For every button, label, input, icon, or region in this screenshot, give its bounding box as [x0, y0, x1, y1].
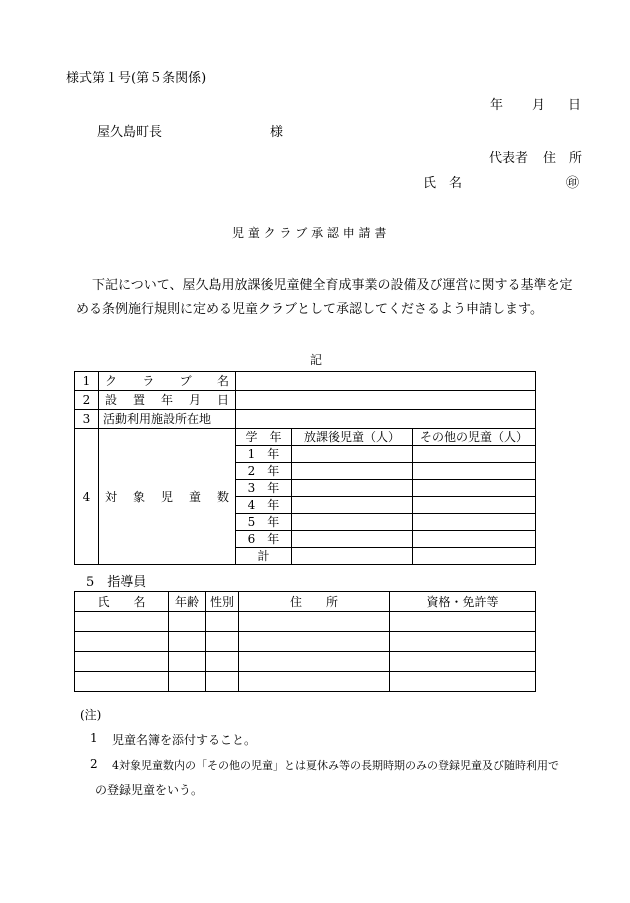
note-1-text: 児童名簿を添付すること。 [112, 733, 257, 747]
license-cell[interactable] [390, 652, 536, 672]
header-address: 住 所 [239, 592, 390, 612]
grade-label: 1 年 [236, 446, 292, 463]
row-number: 3 [75, 410, 99, 429]
other-count-field[interactable] [413, 446, 536, 463]
other-total-field[interactable] [413, 548, 536, 565]
name-cell[interactable] [75, 672, 169, 692]
grade-label: 2 年 [236, 463, 292, 480]
age-cell[interactable] [169, 672, 206, 692]
name-cell[interactable] [75, 612, 169, 632]
sex-cell[interactable] [206, 652, 239, 672]
row-label-club-name: ク ラ ブ 名 [99, 372, 236, 391]
houkago-header: 放課後児童（人） [292, 429, 413, 446]
address-cell[interactable] [239, 652, 390, 672]
license-cell[interactable] [390, 672, 536, 692]
name-label: 氏 名 [423, 176, 463, 191]
address-cell[interactable] [239, 632, 390, 652]
page-title: 児 童 ク ラ ブ 承 認 申 請 書 [232, 226, 387, 240]
date-year: 年 [490, 98, 504, 113]
address-cell[interactable] [239, 612, 390, 632]
sex-cell[interactable] [206, 672, 239, 692]
club-name-field[interactable] [236, 372, 536, 391]
address-label: 住 所 [543, 151, 583, 166]
license-cell[interactable] [390, 632, 536, 652]
name-cell[interactable] [75, 632, 169, 652]
grade-header: 学 年 [236, 429, 292, 446]
header-age: 年齢 [169, 592, 206, 612]
row-label-facility-location: 活動利用施設所在地 [99, 410, 236, 429]
header-name: 氏 名 [75, 592, 169, 612]
other-count-field[interactable] [413, 463, 536, 480]
form-number: 様式第１号(第５条関係) [66, 71, 207, 86]
note-2-text-line-2: の登録児童をいう。 [95, 783, 204, 797]
houkago-count-field[interactable] [292, 497, 413, 514]
other-count-field[interactable] [413, 514, 536, 531]
houkago-total-field[interactable] [292, 548, 413, 565]
address-cell[interactable] [239, 672, 390, 692]
row-number: 2 [75, 391, 99, 410]
facility-location-field[interactable] [236, 410, 536, 429]
note-1-number: 1 [90, 731, 98, 745]
table-row [75, 632, 536, 652]
ki-label: 記 [310, 353, 323, 367]
table-row [75, 652, 536, 672]
date-month: 月 [532, 98, 546, 113]
houkago-count-field[interactable] [292, 531, 413, 548]
other-children-header: その他の児童（人） [413, 429, 536, 446]
houkago-count-field[interactable] [292, 514, 413, 531]
table-row [75, 672, 536, 692]
body-line-1: 下記について、屋久島用放課後児童健全育成事業の設備及び運営に関する基準を定 [92, 278, 573, 293]
age-cell[interactable] [169, 632, 206, 652]
row-label-established-date: 設 置 年 月 日 [99, 391, 236, 410]
body-line-2: める条例施行規則に定める児童クラブとして承認してくださるよう申請します。 [76, 302, 543, 317]
addressee: 屋久島町長 [97, 125, 163, 140]
date-day: 日 [568, 98, 582, 113]
houkago-count-field[interactable] [292, 480, 413, 497]
representative-label: 代表者 [489, 151, 529, 166]
age-cell[interactable] [169, 612, 206, 632]
note-2-number: 2 [90, 757, 98, 771]
other-count-field[interactable] [413, 531, 536, 548]
houkago-count-field[interactable] [292, 463, 413, 480]
header-license: 資格・免許等 [390, 592, 536, 612]
note-2-text-line-1: 4対象児童数内の「その他の児童」とは夏休み等の長期時期のみの登録児童及び随時利用で [112, 759, 559, 772]
notes-heading: (注) [80, 708, 102, 722]
header-sex: 性別 [206, 592, 239, 612]
club-info-table [74, 371, 536, 565]
age-cell[interactable] [169, 652, 206, 672]
established-date-field[interactable] [236, 391, 536, 410]
row-label-target-children: 対 象 児 童 数 [99, 429, 236, 565]
grade-label: 5 年 [236, 514, 292, 531]
total-label: 計 [236, 548, 292, 565]
grade-label: 6 年 [236, 531, 292, 548]
license-cell[interactable] [390, 612, 536, 632]
row-number: 4 [75, 429, 99, 565]
sex-cell[interactable] [206, 612, 239, 632]
houkago-count-field[interactable] [292, 446, 413, 463]
name-cell[interactable] [75, 652, 169, 672]
table-row [75, 612, 536, 632]
section-5-label: 5 指導員 [86, 575, 147, 590]
instructor-table [74, 591, 536, 692]
grade-label: 4 年 [236, 497, 292, 514]
seal-mark: ㊞ [566, 176, 580, 191]
honorific: 様 [270, 125, 284, 140]
other-count-field[interactable] [413, 497, 536, 514]
other-count-field[interactable] [413, 480, 536, 497]
sex-cell[interactable] [206, 632, 239, 652]
grade-label: 3 年 [236, 480, 292, 497]
row-number: 1 [75, 372, 99, 391]
